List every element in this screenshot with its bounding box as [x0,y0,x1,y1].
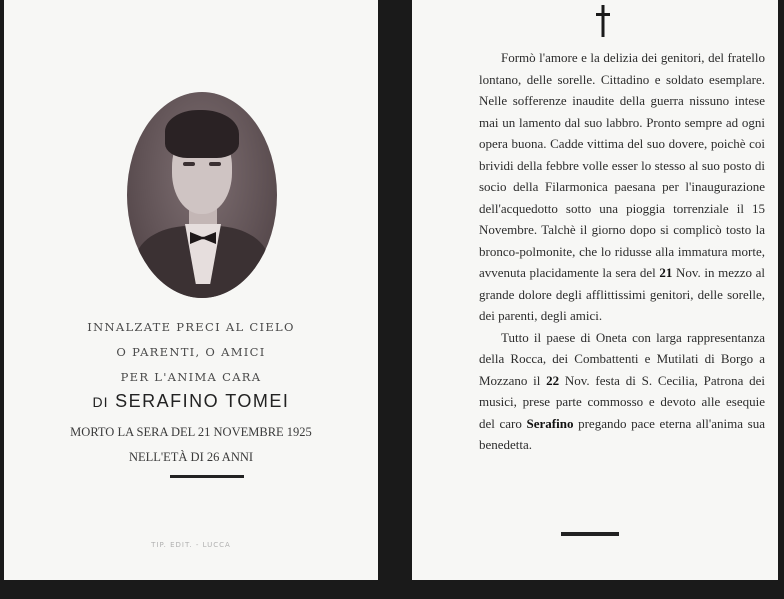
eulogy-text [479,47,765,456]
memorial-card-back [412,0,778,580]
cross-icon [593,4,613,38]
printer-credit: TIP. EDIT. - LUCCA [151,541,231,549]
prayer-line-1: INNALZATE PRECI AL CIELO [87,320,295,334]
deceased-name-line [4,391,378,412]
age-line: NELL'ETÀ DI 26 ANNI [128,450,254,464]
divider-rule [561,532,619,536]
memorial-card-front [4,0,378,580]
portrait-photo [127,92,277,298]
divider-rule [170,475,244,478]
death-date-line: MORTO LA SERA DEL 21 NOVEMBRE 1925 [70,425,312,439]
deceased-name: SERAFINO TOMEI [115,391,290,411]
prayer-line-3: PER L'ANIMA CARA [120,370,262,384]
prayer-line-2: O PARENTI, O AMICI [116,345,266,359]
eulogy-paragraph-1: Formò l'amore e la delizia dei genitori, del fratello lontano, delle sorelle. Cittadino e soldato esemplare. Nelle sofferenze inaudite della guerra nissuno intese mai un lamento dal suo labbro. Pronto sempre ad ogni opera buona. Cadde vittima del suo dovere, poichè coi brividi della febbre volle esser lo stesso al suo posto di socio della Filarmonica paesana per l'inaugurazione dell'acquedotto sotto una pioggia torrenziale il 15 Novembre. Talchè il giorno dopo si complicò tosto la bronco-polmonite, che lo ridusse alla immatura morte, avvenuta placidamente la sera del 21 Nov. in mezzo al grande dolore degli afflittissimi genitori, delle sorelle, dei parenti, degli amici. [479,50,765,323]
eulogy-paragraph-2: Tutto il paese di Oneta con larga rappresentanza della Rocca, dei Combattenti e Mutilati di Borgo a Mozzano il 22 Nov. festa di S. Cecilia, Patrona dei musici, prese parte commosso e devoto alle esequie del caro Serafino pregando pace eterna all'anima sua benedetta. [479,329,765,452]
name-prefix: DI [92,394,109,410]
